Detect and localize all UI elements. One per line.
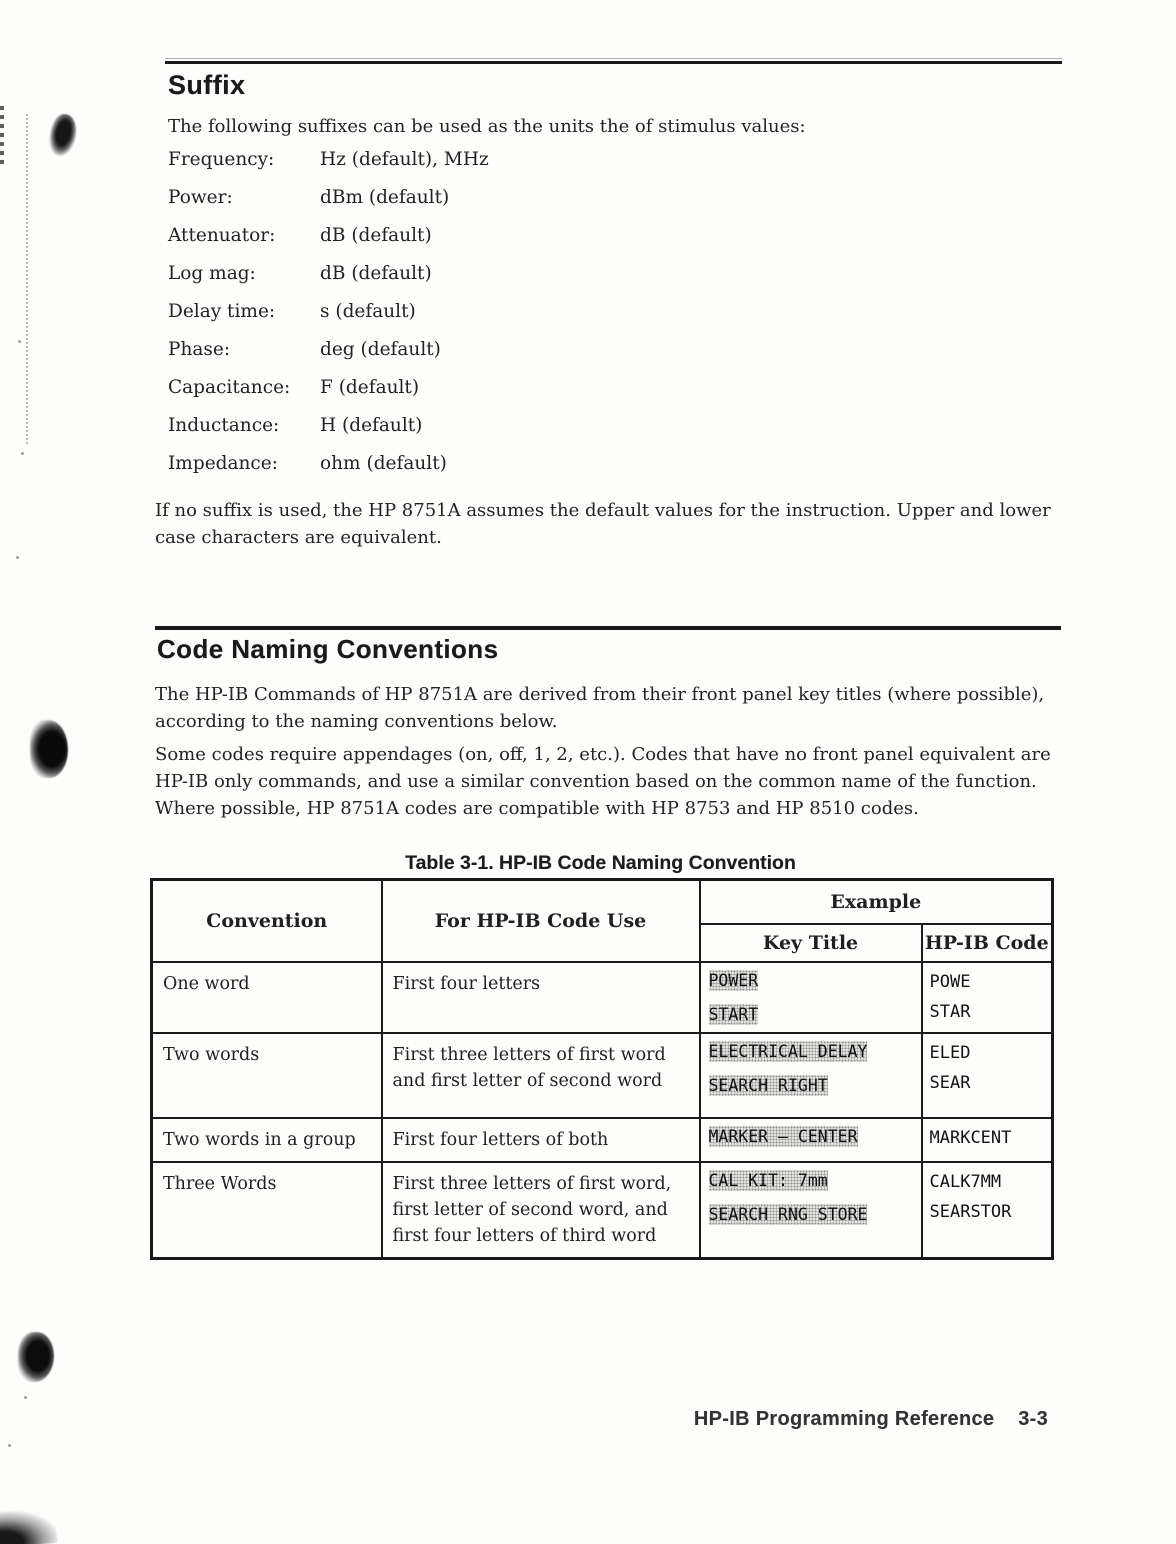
suffix-list-item — [168, 415, 768, 453]
hpib-code-cell — [922, 1118, 1053, 1162]
softkey-label: MARKER — CENTER — [708, 1126, 858, 1146]
convention-cell: Two words — [152, 1033, 382, 1118]
suffix-term: Inductance: — [168, 415, 280, 436]
convention-cell: Two words in a group — [152, 1118, 382, 1162]
ink-blob-artifact — [30, 720, 68, 778]
hpib-code-value: POWE — [929, 971, 971, 992]
column-header-example: Example — [700, 880, 1053, 924]
hpib-code-value: ELED — [929, 1042, 971, 1063]
section-title-suffix: Suffix — [168, 70, 246, 100]
suffix-list-item — [168, 149, 768, 187]
code-naming-convention-table — [150, 878, 1054, 1260]
softkey-label: SEARCH RIGHT — [708, 1075, 828, 1095]
section-divider-rule — [165, 61, 1062, 64]
suffix-term: Phase: — [168, 339, 231, 360]
suffix-term: Attenuator: — [168, 225, 276, 246]
convention-cell: One word — [152, 962, 382, 1033]
suffix-definition: H (default) — [320, 415, 423, 436]
rule-cell: First four letters of both — [382, 1118, 700, 1162]
suffix-note-paragraph: If no suffix is used, the HP 8751A assumes the default values for the instruction. Upper and lower case characters are equivalent. — [155, 500, 1051, 548]
key-title-cell — [700, 1162, 922, 1259]
rule-cell: First four letters — [382, 962, 700, 1033]
suffix-term: Delay time: — [168, 301, 276, 322]
code-naming-paragraph: The HP-IB Commands of HP 8751A are derived from their front panel key titles (where possible), according to the naming conventions below. — [155, 684, 1045, 732]
column-header-use: For HP-IB Code Use — [382, 880, 700, 962]
ink-blob-artifact — [18, 1332, 54, 1382]
speck-artifact — [24, 1396, 27, 1399]
key-title-cell — [700, 1033, 922, 1118]
hpib-code-value: CALK7MM — [929, 1171, 1002, 1192]
footer-page-number: 3-3 — [1018, 1408, 1048, 1430]
footer-title: HP-IB Programming Reference — [693, 1408, 995, 1430]
suffix-definition: F (default) — [320, 377, 420, 398]
softkey-label: CAL KIT: 7mm — [708, 1170, 828, 1190]
suffix-term: Capacitance: — [168, 377, 291, 398]
speck-artifact — [8, 1444, 11, 1447]
suffix-intro-paragraph: The following suffixes can be used as the units the of stimulus values: — [168, 116, 806, 137]
softkey-label: POWER — [708, 970, 759, 990]
suffix-term: Log mag: — [168, 263, 256, 284]
ink-scribble-artifact — [46, 112, 80, 158]
suffix-list-item — [168, 453, 768, 491]
suffix-term: Frequency: — [168, 149, 275, 170]
corner-smudge-artifact — [0, 1507, 58, 1544]
table-row — [152, 1162, 1053, 1259]
table-row — [152, 962, 1053, 1033]
suffix-term: Impedance: — [168, 453, 278, 474]
hpib-code-value: MARKCENT — [929, 1127, 1012, 1148]
hpib-code-value: SEARSTOR — [929, 1201, 1012, 1222]
hpib-code-cell — [922, 1033, 1053, 1118]
suffix-list-item — [168, 187, 768, 225]
hpib-code-value: SEAR — [929, 1072, 971, 1093]
softkey-label: SEARCH RNG STORE — [708, 1204, 868, 1224]
table-row — [152, 1118, 1053, 1162]
code-naming-paragraph: Some codes require appendages (on, off, 1, 2, etc.). Codes that have no front panel equivalent are HP-IB only commands, and use a similar convention based on the common name of the function. Where possible, HP 8751A codes are compatible with HP 8753 and HP 8510 codes. — [155, 744, 1051, 819]
suffix-definition: deg (default) — [320, 339, 441, 360]
suffix-list — [168, 149, 768, 491]
table-caption: Table 3-1. HP-IB Code Naming Convention — [405, 852, 796, 874]
convention-cell: Three Words — [152, 1162, 382, 1259]
column-header-hpib-code: HP-IB Code — [922, 924, 1053, 962]
suffix-definition: ohm (default) — [320, 453, 447, 474]
suffix-definition: dBm (default) — [320, 187, 450, 208]
column-header-key-title: Key Title — [700, 924, 922, 962]
suffix-definition: s (default) — [320, 301, 416, 322]
suffix-definition: Hz (default), MHz — [320, 149, 489, 170]
suffix-list-item — [168, 377, 768, 415]
suffix-definition: dB (default) — [320, 225, 432, 246]
hpib-code-cell — [922, 1162, 1053, 1259]
hpib-code-value: STAR — [929, 1001, 971, 1022]
key-title-cell — [700, 1118, 922, 1162]
page-footer — [694, 1408, 1048, 1431]
speck-artifact — [21, 452, 24, 455]
suffix-list-item — [168, 339, 768, 377]
speck-artifact — [18, 340, 21, 343]
table-row — [152, 1033, 1053, 1118]
suffix-definition: dB (default) — [320, 263, 432, 284]
key-title-cell — [700, 962, 922, 1033]
suffix-list-item — [168, 263, 768, 301]
section-title-code-naming: Code Naming Conventions — [157, 634, 499, 664]
suffix-list-item — [168, 225, 768, 263]
rule-cell: First three letters of first word and first letter of second word — [382, 1033, 700, 1118]
scan-edge-marks-artifact — [0, 106, 4, 164]
table-header-row — [152, 880, 1053, 924]
hpib-code-cell — [922, 962, 1053, 1033]
speck-artifact — [16, 556, 19, 559]
softkey-label: ELECTRICAL DELAY — [708, 1041, 868, 1061]
suffix-list-item — [168, 301, 768, 339]
softkey-label: START — [708, 1004, 759, 1024]
section-divider-rule — [155, 626, 1061, 630]
rule-cell: First three letters of first word, first letter of second word, and first four letters of third word — [382, 1162, 700, 1259]
suffix-term: Power: — [168, 187, 233, 208]
scan-dotted-line-artifact — [26, 114, 28, 444]
column-header-convention: Convention — [152, 880, 382, 962]
